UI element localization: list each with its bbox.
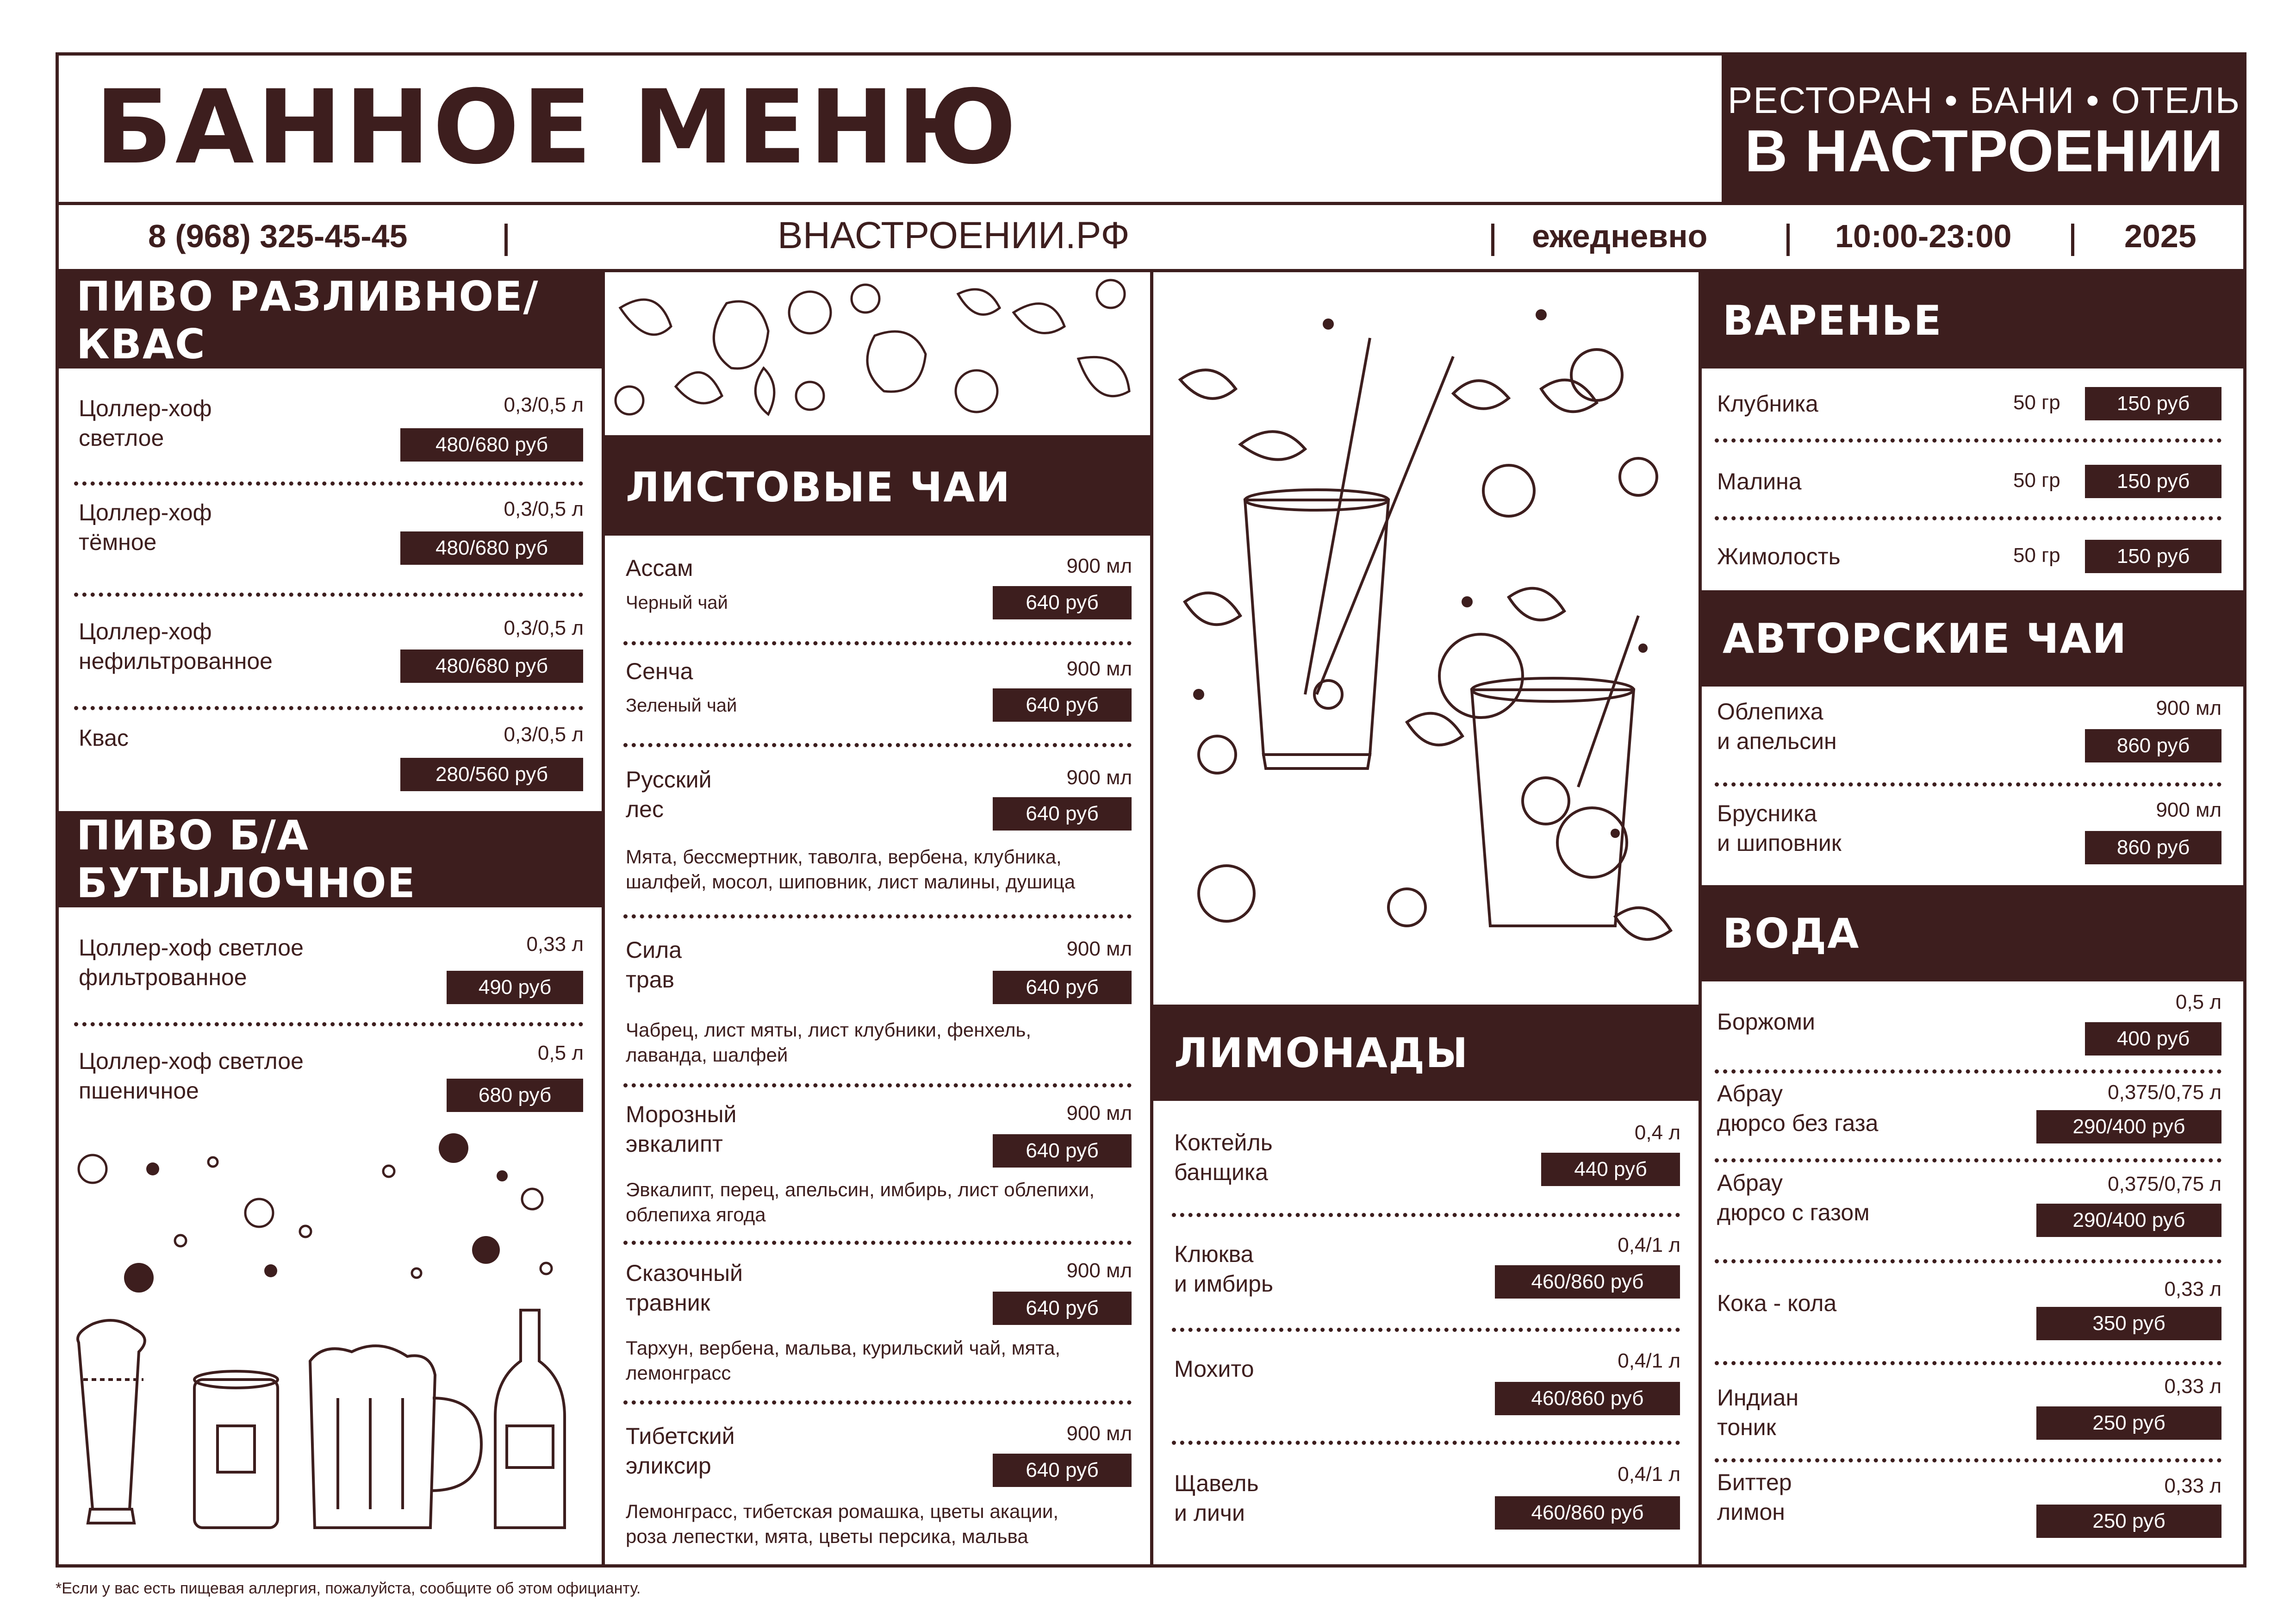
item-volume: 900 мл [1066,937,1132,960]
leaf-icon [1180,370,1236,399]
item-price: 350 руб [2036,1307,2221,1340]
infobar-divider [56,269,2246,272]
info-separator [1786,224,1790,256]
leaf-icon [676,372,722,403]
raspberry-icon [1097,280,1125,308]
item-description: Мята, бессмертник, таволга, вербена, клубника, шалфей, мосол, шиповник, лист малины, душица [626,846,1076,893]
beer-illustration [65,1120,592,1560]
raspberry-icon [789,292,831,333]
brand-name: В НАСТРОЕНИИ [1744,118,2224,184]
item-volume: 900 мл [1066,1259,1132,1282]
strawberry-icon [867,331,926,392]
item-name: Клюква и имбирь [1174,1241,1273,1297]
raspberry-icon [796,382,824,410]
item-description: Чабрец, лист мяты, лист клубники, фенхель, лаванда, шалфей [626,1019,1032,1066]
raspberry-icon [956,370,997,412]
section-header-beer-tap: ПИВО РАЗЛИВНОЕ/КВАС [56,272,602,369]
item-volume: 50 гр [2013,469,2060,492]
lemonade-glass-icon [1240,338,1453,768]
column-divider [1699,272,1702,1568]
item-volume: 0,33 л [2164,1278,2221,1300]
item-volume: 0,4/1 л [1618,1234,1680,1256]
dotted-divider [1715,1458,2221,1462]
working-days: ежедневно [1532,218,1708,254]
leaf-icon [1407,713,1462,745]
leaf-icon [1541,380,1597,412]
item-price: 640 руб [993,971,1132,1004]
item-volume: 900 мл [2156,697,2221,719]
item-price: 150 руб [2085,387,2221,420]
info-separator [1491,224,1494,256]
item-volume: 900 мл [1066,1102,1132,1124]
item-name: Сила трав [626,937,682,993]
section-header-leaf-teas: ЛИСТОВЫЕ ЧАИ [605,438,1150,536]
bubble-dot [264,1264,277,1277]
item-volume: 0,3/0,5 л [504,723,584,746]
section-header-water: ВОДА [1702,885,2246,981]
beer-bottle-icon [495,1310,565,1528]
dotted-divider [74,593,583,597]
item-subtitle: Черный чай [626,593,728,613]
item-price: 680 руб [447,1079,583,1112]
dotted-divider [74,481,583,486]
berry-cluster-icon [1199,736,1236,773]
leaf-icon [1615,908,1671,939]
item-price: 640 руб [993,1454,1132,1487]
raspberry-icon [852,285,879,312]
item-price: 640 руб [993,586,1132,619]
item-name: Сенча [626,658,693,684]
item-name: Биттер лимон [1717,1469,1792,1525]
dotted-divider [623,1241,1132,1245]
berries-illustration [606,275,1148,435]
bubble-dot [439,1133,468,1163]
dotted-divider [623,1400,1132,1405]
dotted-divider [1172,1213,1680,1217]
dotted-divider [1715,782,2221,787]
dotted-divider [1715,516,2221,520]
item-volume: 0,5 л [2175,991,2221,1013]
item-name: Квас [79,725,129,751]
section-header-beer-bottle: ПИВО Б/А БУТЫЛОЧНОЕ [56,811,602,907]
berry-cluster-icon [1388,889,1425,926]
item-volume: 50 гр [2013,391,2060,414]
item-name: Боржоми [1717,1009,1815,1035]
lychee-icon [1483,465,1534,516]
item-volume: 0,375/0,75 л [2108,1081,2221,1104]
leaf-icon [755,368,774,414]
allergy-footnote: *Если у вас есть пищевая аллергия, пожалуйста, сообщите об этом официанту. [56,1580,641,1597]
bubble-dot [472,1236,500,1264]
lychee-icon [1199,866,1254,921]
lemonade-illustration [1157,278,1696,1000]
leaf-icon [958,289,1000,315]
lychee-icon [1571,350,1622,400]
item-price: 400 руб [2085,1022,2221,1056]
item-price: 640 руб [993,1292,1132,1325]
item-volume: 0,3/0,5 л [504,617,584,639]
dotted-divider [1715,438,2221,443]
item-subtitle: Зеленый чай [626,695,737,716]
item-price: 150 руб [2085,465,2221,498]
dotted-divider [74,706,583,710]
item-price: 440 руб [1541,1153,1680,1186]
item-volume: 900 мл [1066,657,1132,680]
bubble-dot [124,1263,154,1293]
item-volume: 0,3/0,5 л [504,498,584,520]
dotted-divider [1715,1069,2221,1074]
item-volume: 900 мл [1066,1422,1132,1445]
section-divider [605,435,1150,438]
item-name: Коктейль банщика [1174,1130,1273,1185]
item-price: 860 руб [2085,831,2221,864]
lemonade-glass-icon [1439,616,1638,926]
item-description: Лемонграсс, тибетская ромашка, цветы акации, роза лепестки, мята, цветы персика, мальва [626,1500,1059,1547]
item-volume: 900 мл [1066,555,1132,577]
dotted-divider [623,641,1132,645]
item-volume: 0,4/1 л [1618,1349,1680,1372]
header-divider [56,202,2246,205]
dotted-divider [623,743,1132,747]
leaf-icon [1185,593,1240,625]
brand-block [1722,52,2246,205]
item-name: Клубника [1717,391,1818,417]
berry-cluster-icon [1620,458,1657,495]
section-header-author-teas: АВТОРСКИЕ ЧАИ [1702,590,2246,687]
beer-can-icon [194,1371,278,1528]
item-name: Русский лес [626,767,712,822]
beer-mug-icon [310,1346,481,1528]
item-name: Жимолость [1717,543,1841,569]
item-name: Цоллер-хоф светлое [79,395,212,451]
item-price: 250 руб [2036,1406,2221,1440]
column-divider [602,272,605,1568]
item-name: Тибетский эликсир [626,1423,735,1479]
item-price: 460/860 руб [1495,1265,1680,1299]
item-volume: 0,33 л [2164,1474,2221,1497]
item-volume: 0,4 л [1634,1121,1680,1144]
leaf-icon [620,300,671,335]
menu-year: 2025 [2124,218,2196,254]
item-volume: 0,4/1 л [1618,1463,1680,1486]
item-name: Щавель и личи [1174,1470,1259,1526]
bubble-dot [497,1170,508,1181]
menu-title: БАННОЕ МЕНЮ [95,68,1020,187]
item-name: Индиан тоник [1717,1385,1799,1440]
item-price: 640 руб [993,688,1132,722]
item-price: 480/680 руб [400,650,583,683]
item-description: Эвкалипт, перец, апельсин, имбирь, лист облепихи, облепиха ягода [626,1179,1095,1225]
item-price: 490 руб [447,971,583,1004]
item-name: Брусника и шиповник [1717,800,1842,856]
info-separator [2071,224,2074,256]
item-name: Абрау дюрсо с газом [1717,1170,1870,1225]
item-volume: 0,33 л [2164,1375,2221,1398]
brand-tagline: РЕСТОРАН • БАНИ • ОТЕЛЬ [1727,80,2241,121]
dotted-divider [623,1083,1132,1087]
item-volume: 0,3/0,5 л [504,394,584,416]
dotted-divider [1172,1441,1680,1445]
item-volume: 900 мл [2156,799,2221,821]
item-name: Цоллер-хоф светлое фильтрованное [79,935,304,990]
dotted-divider [1715,1158,2221,1162]
item-name: Сказочный травник [626,1260,743,1316]
item-price: 480/680 руб [400,428,583,462]
section-header-lemonades: ЛИМОНАДЫ [1153,1005,1699,1101]
item-volume: 0,5 л [537,1042,584,1064]
info-separator [504,224,508,256]
dotted-divider [1715,1361,2221,1365]
working-hours: 10:00-23:00 [1835,218,2012,254]
item-price: 250 руб [2036,1505,2221,1538]
item-name: Мохито [1174,1356,1254,1382]
leaf-icon [1453,381,1509,408]
leaf-icon [1014,304,1064,333]
item-name: Малина [1717,468,1802,494]
item-volume: 0,33 л [526,933,584,956]
section-header-jam: ВАРЕНЬЕ [1702,272,2246,369]
item-name: Облепиха и апельсин [1717,699,1837,754]
item-price: 150 руб [2085,540,2221,573]
item-name: Цоллер-хоф светлое пшеничное [79,1048,304,1104]
item-price: 640 руб [993,797,1132,831]
strawberry-icon [714,301,768,369]
raspberry-icon [616,387,643,414]
item-price: 640 руб [993,1134,1132,1168]
item-volume: 50 гр [2013,544,2060,567]
item-price: 460/860 руб [1495,1382,1680,1415]
item-price: 460/860 руб [1495,1496,1680,1530]
website-link[interactable]: ВНАСТРОЕНИИ.РФ [778,214,1130,256]
item-price: 290/400 руб [2036,1110,2221,1143]
item-price: 480/680 руб [400,531,583,565]
leaf-icon [1509,588,1564,620]
item-description: Тархун, вербена, мальва, курильский чай, мята, лемонграсс [626,1337,1061,1384]
dotted-divider [1715,1259,2221,1263]
item-volume: 0,375/0,75 л [2108,1173,2221,1195]
item-name: Цоллер-хоф тёмное [79,500,212,555]
item-price: 280/560 руб [400,758,583,791]
dotted-divider [623,914,1132,918]
bubble-dot [146,1162,159,1175]
beer-glass-icon [78,1320,145,1523]
dotted-divider [74,1022,583,1026]
leaf-icon [1078,357,1129,396]
item-name: Морозный эвкалипт [626,1101,737,1157]
column-divider [1150,272,1153,1568]
item-price: 860 руб [2085,729,2221,762]
item-volume: 900 мл [1066,766,1132,789]
item-name: Абрау дюрсо без газа [1717,1081,1879,1136]
item-price: 290/400 руб [2036,1204,2221,1237]
item-name: Кока - кола [1717,1290,1837,1316]
item-name: Цоллер-хоф нефильтрованное [79,618,273,674]
item-name: Ассам [626,555,693,581]
dotted-divider [1172,1328,1680,1332]
phone-number[interactable]: 8 (968) 325-45-45 [148,218,408,254]
